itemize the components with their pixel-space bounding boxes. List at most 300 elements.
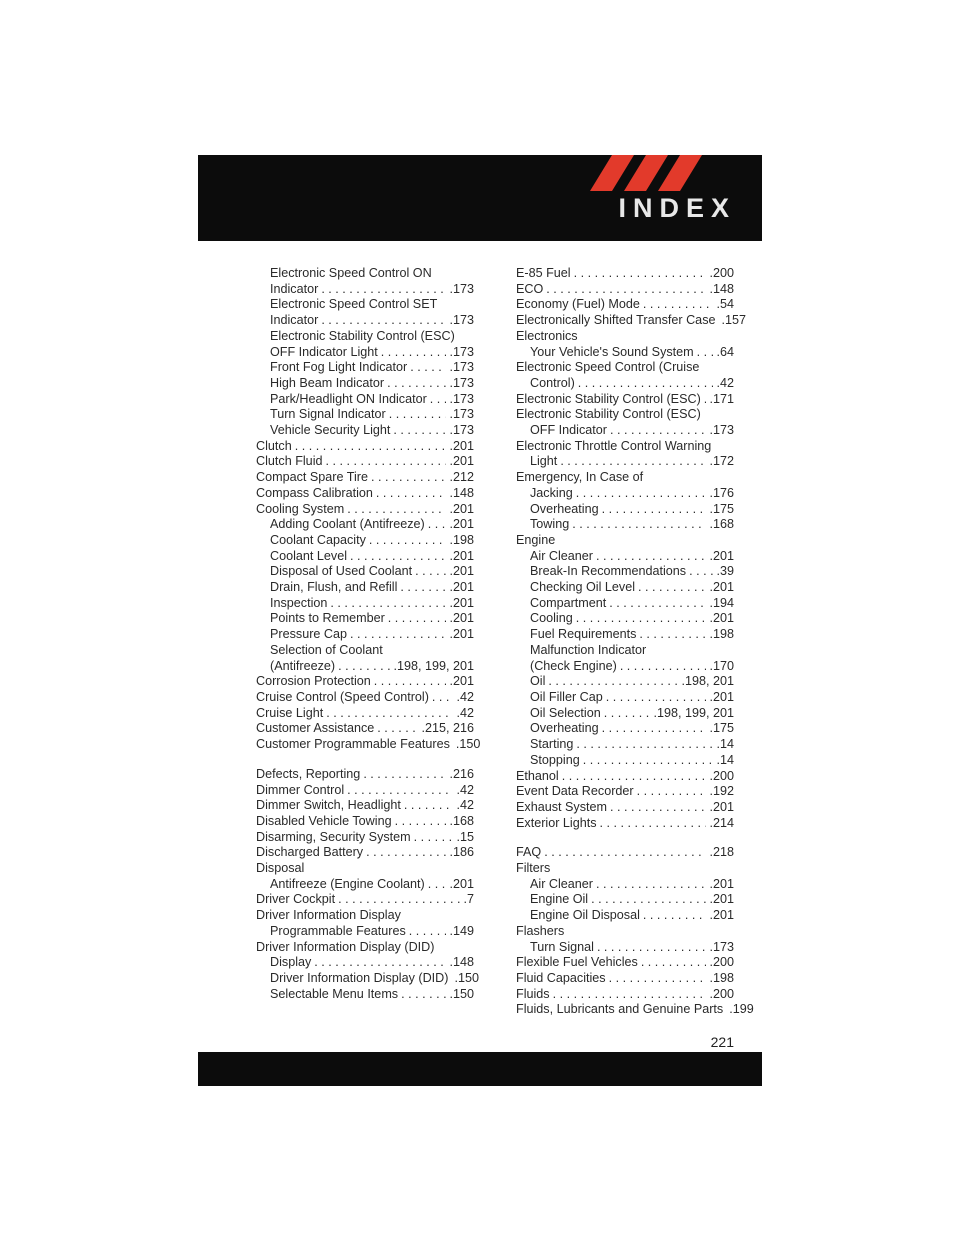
index-entry-text: Pressure Cap — [270, 627, 347, 642]
leader-dots — [410, 360, 446, 376]
footer-bar — [198, 1052, 762, 1086]
index-page-ref: .39 — [716, 564, 734, 579]
index-page-ref: .42 — [716, 375, 734, 390]
leader-dots — [578, 376, 714, 392]
index-entry-text: Disarming, Security System — [256, 829, 411, 844]
index-entry — [516, 282, 734, 298]
index-entry-text: Jacking — [530, 485, 573, 500]
index-page-ref: .201 — [709, 580, 734, 595]
index-subentry — [530, 376, 734, 392]
index-column-right — [516, 266, 754, 1018]
index-page-ref: .148 — [449, 485, 474, 500]
leader-dots — [381, 345, 447, 361]
index-page-ref: .201 — [709, 799, 734, 814]
index-entry-text: Electronic Stability Control (ESC) — [516, 407, 701, 422]
leader-dots — [376, 486, 447, 502]
index-entry — [256, 814, 474, 830]
index-entry-text: Overheating — [530, 721, 599, 736]
index-entry-text: Front Fog Light Indicator — [270, 360, 408, 375]
leader-dots — [347, 783, 453, 799]
leader-dots — [338, 659, 390, 675]
index-subentry — [270, 955, 474, 971]
index-subentry — [530, 877, 734, 893]
index-entry-text: Electronic Speed Control (Cruise — [516, 360, 700, 375]
index-subentry — [530, 659, 734, 675]
index-entry — [516, 971, 734, 987]
index-entry — [516, 1002, 754, 1018]
index-page-ref: .150 — [455, 737, 481, 752]
leader-dots — [395, 814, 447, 830]
index-page-ref: .14 — [716, 752, 734, 767]
index-page-ref: .192 — [709, 784, 734, 799]
index-subentry — [270, 549, 474, 565]
index-page-ref: .150 — [449, 986, 474, 1001]
index-entry-text: Coolant Level — [270, 548, 348, 563]
index-entry-text: Customer Programmable Features — [256, 737, 450, 752]
index-page-ref: .173 — [449, 391, 474, 406]
index-entry-text: Park/Headlight ON Indicator — [270, 391, 427, 406]
index-entry-text: Cooling System — [256, 501, 345, 516]
index-entry-text: Towing — [530, 517, 570, 532]
leader-dots — [387, 376, 446, 392]
index-page-ref: .171 — [709, 391, 734, 406]
leader-dots — [314, 955, 446, 971]
index-page-ref: .168 — [709, 517, 734, 532]
index-page-ref: .201 — [449, 580, 474, 595]
leader-dots — [414, 830, 454, 846]
index-page-ref: .200 — [709, 955, 734, 970]
index-subentry — [530, 423, 734, 439]
index-page-ref: .201 — [709, 689, 734, 704]
section-gap — [516, 831, 734, 845]
index-page-ref: .201 — [709, 876, 734, 891]
leader-dots — [610, 800, 706, 816]
leader-dots — [689, 564, 713, 580]
index-entry — [516, 313, 747, 329]
index-page-ref: .201 — [709, 548, 734, 563]
leader-dots — [697, 345, 714, 361]
index-entry — [516, 861, 734, 877]
leader-dots — [409, 924, 447, 940]
index-page-ref: .201 — [449, 876, 474, 891]
index-entry-text: Air Cleaner — [530, 548, 593, 563]
index-entry — [516, 439, 734, 455]
leader-dots — [321, 282, 446, 298]
index-entry — [256, 486, 474, 502]
index-page-ref: .15 — [456, 829, 474, 844]
index-entry-text: Clutch — [256, 438, 292, 453]
index-subentry — [270, 360, 474, 376]
index-entry — [256, 798, 474, 814]
index-entry-text: Oil Selection — [530, 705, 601, 720]
index-subentry — [270, 266, 474, 282]
leader-dots — [404, 798, 454, 814]
index-entry-text: Programmable Features — [270, 923, 406, 938]
index-entry — [256, 721, 474, 737]
index-entry-text: Engine — [516, 532, 556, 547]
index-entry — [516, 955, 734, 971]
index-entry-text: Disposal — [256, 861, 305, 876]
index-page-ref: .200 — [709, 768, 734, 783]
index-entry — [516, 470, 734, 486]
index-subentry — [530, 611, 734, 627]
leader-dots — [620, 659, 707, 675]
leader-dots — [371, 470, 446, 486]
index-page-ref: .216 — [449, 766, 474, 781]
index-entry — [516, 360, 734, 376]
index-entry-text: Cooling — [530, 611, 573, 626]
leader-dots — [374, 674, 447, 690]
index-page-ref: .200 — [709, 986, 734, 1001]
index-entry-text: Your Vehicle's Sound System — [530, 344, 694, 359]
index-entry-text: Indicator — [270, 313, 319, 328]
leader-dots — [546, 282, 706, 298]
index-entry-text: Emergency, In Case of — [516, 470, 644, 485]
leader-dots — [602, 721, 707, 737]
index-subentry — [270, 297, 474, 313]
index-entry-text: Control) — [530, 375, 575, 390]
index-page-ref: .168 — [449, 813, 474, 828]
index-subentry — [530, 502, 734, 518]
index-entry-text: Drain, Flush, and Refill — [270, 580, 398, 595]
leader-dots — [609, 596, 706, 612]
index-entry-text: Fluids — [516, 986, 550, 1001]
index-entry-text: Coolant Capacity — [270, 532, 366, 547]
index-entry — [256, 439, 474, 455]
leader-dots — [393, 423, 446, 439]
index-entry-text: Filters — [516, 861, 551, 876]
index-entry-text: Air Cleaner — [530, 876, 593, 891]
index-subentry — [270, 329, 474, 345]
index-page-ref: .173 — [449, 313, 474, 328]
leader-dots — [326, 454, 447, 470]
index-entry-text: Engine Oil — [530, 892, 589, 907]
leader-dots — [576, 737, 713, 753]
index-page-ref: .172 — [709, 454, 734, 469]
index-entry-text: (Antifreeze) — [270, 658, 336, 673]
index-entry — [256, 940, 474, 956]
index-page-ref: .173 — [449, 407, 474, 422]
index-entry-text: Oil — [530, 674, 546, 689]
index-entry — [256, 783, 474, 799]
index-subentry — [530, 940, 734, 956]
index-entry-text: Cruise Control (Speed Control) — [256, 689, 429, 704]
index-page-ref: .54 — [716, 297, 734, 312]
leader-dots — [401, 987, 446, 1003]
index-page-ref: .198, 201 — [681, 674, 734, 689]
leader-dots — [544, 845, 706, 861]
index-entry-text: Exhaust System — [516, 799, 607, 814]
index-entry-text: Fuel Requirements — [530, 627, 637, 642]
index-entry-text: FAQ — [516, 845, 542, 860]
index-entry-text: Electronically Shifted Transfer Case — [516, 313, 716, 328]
index-entry-text: Economy (Fuel) Mode — [516, 297, 640, 312]
index-page-ref: .42 — [456, 705, 474, 720]
leader-dots — [389, 407, 447, 423]
index-page-ref: .157 — [721, 313, 747, 328]
index-page-ref: .201 — [449, 611, 474, 626]
index-subentry — [530, 517, 734, 533]
leader-dots — [548, 674, 678, 690]
index-entry — [256, 892, 474, 908]
index-entry — [256, 470, 474, 486]
index-entry-text: Points to Remember — [270, 611, 385, 626]
leader-dots — [428, 517, 447, 533]
index-entry — [516, 816, 734, 832]
leader-dots — [347, 502, 446, 518]
leader-dots — [415, 564, 446, 580]
leader-dots — [643, 297, 714, 313]
index-entry-text: Overheating — [530, 501, 599, 516]
index-entry — [516, 329, 734, 345]
index-page-ref: .42 — [456, 782, 474, 797]
index-page-ref: .201 — [449, 454, 474, 469]
index-entry-text: Compass Calibration — [256, 485, 373, 500]
index-page-ref: .186 — [449, 845, 474, 860]
index-page-ref: .148 — [449, 955, 474, 970]
index-page-ref: .150 — [454, 970, 479, 985]
index-entry-text: Defects, Reporting — [256, 766, 361, 781]
index-entry-text: Turn Signal Indicator — [270, 407, 386, 422]
index-entry-text: Flexible Fuel Vehicles — [516, 955, 638, 970]
index-page-ref: .201 — [449, 674, 474, 689]
index-page-ref: .198, 199, 201 — [653, 705, 734, 720]
index-page-ref: .201 — [709, 908, 734, 923]
index-page-ref: .173 — [709, 939, 734, 954]
index-entry-text: Oil Filler Cap — [530, 689, 603, 704]
index-entry-text: Flashers — [516, 923, 565, 938]
index-page-ref: .149 — [449, 923, 474, 938]
index-entry-text: Starting — [530, 737, 574, 752]
index-entry-text: Dimmer Control — [256, 782, 345, 797]
index-entry — [516, 784, 734, 800]
index-subentry — [530, 549, 734, 565]
index-subentry — [270, 877, 474, 893]
index-entry-text: Ethanol — [516, 768, 559, 783]
leader-dots — [560, 454, 706, 470]
index-entry-text: Electronic Stability Control (ESC) — [516, 391, 701, 406]
index-entry — [256, 767, 474, 783]
index-page-ref: .200 — [709, 266, 734, 280]
index-entry-text: Inspection — [270, 595, 328, 610]
index-entry — [256, 830, 474, 846]
index-subentry — [530, 737, 734, 753]
leader-dots — [428, 877, 447, 893]
index-subentry — [530, 627, 734, 643]
index-entry — [516, 845, 734, 861]
leader-dots — [562, 769, 707, 785]
index-entry — [256, 690, 474, 706]
index-page-ref: .148 — [709, 281, 734, 296]
index-subentry — [270, 596, 474, 612]
index-entry-text: Discharged Battery — [256, 845, 364, 860]
section-gap — [256, 753, 474, 767]
index-page-ref: .201 — [449, 501, 474, 516]
index-entry — [516, 987, 734, 1003]
index-entry — [256, 845, 474, 861]
index-entry-text: Engine Oil Disposal — [530, 908, 640, 923]
index-entry — [256, 861, 474, 877]
index-subentry — [270, 376, 474, 392]
index-entry-text: Checking Oil Level — [530, 580, 635, 595]
index-subentry — [270, 533, 474, 549]
index-subentry — [270, 611, 474, 627]
leader-dots — [576, 611, 707, 627]
index-page-ref: .42 — [456, 798, 474, 813]
index-page-ref: .173 — [449, 423, 474, 438]
leader-dots — [574, 266, 707, 282]
page-title: INDEX — [618, 193, 736, 223]
index-column-left — [256, 266, 481, 1002]
index-subentry — [270, 627, 474, 643]
index-page-ref: .215, 216 — [421, 721, 474, 736]
index-entry — [516, 297, 734, 313]
leader-dots — [330, 596, 446, 612]
index-entry-text: Dimmer Switch, Headlight — [256, 798, 401, 813]
index-entry-text: Stopping — [530, 752, 580, 767]
index-page-ref: .173 — [449, 344, 474, 359]
index-entry-text: High Beam Indicator — [270, 375, 385, 390]
index-entry-text: Compartment — [530, 595, 607, 610]
leader-dots — [377, 721, 418, 737]
index-entry-text: Selectable Menu Items — [270, 986, 399, 1001]
index-subentry — [270, 313, 474, 329]
index-entry-text: Driver Information Display — [256, 908, 401, 923]
index-subentry — [270, 659, 474, 675]
index-entry-text: Light — [530, 454, 558, 469]
index-entry-text: Driver Cockpit — [256, 892, 336, 907]
leader-dots — [596, 877, 706, 893]
leader-dots — [591, 892, 706, 908]
index-entry-text: Disposal of Used Coolant — [270, 564, 413, 579]
index-page-ref: .173 — [449, 281, 474, 296]
index-entry-text: OFF Indicator — [530, 423, 607, 438]
leader-dots — [610, 423, 707, 439]
index-subentry — [530, 643, 734, 659]
index-entry-text: Compact Spare Tire — [256, 470, 368, 485]
index-page-ref: .176 — [709, 485, 734, 500]
index-page-ref: .199 — [729, 1002, 754, 1017]
leader-dots — [606, 690, 707, 706]
leader-dots — [609, 971, 707, 987]
index-entry-text: Cruise Light — [256, 705, 324, 720]
leader-dots — [638, 580, 706, 596]
index-page-ref: .201 — [449, 595, 474, 610]
index-page-ref: .214 — [709, 815, 734, 830]
index-subentry — [530, 892, 734, 908]
racing-stripes-icon — [590, 155, 710, 191]
index-entry-text: Fluid Capacities — [516, 970, 606, 985]
index-page-ref: .194 — [709, 595, 734, 610]
index-entry-text: Event Data Recorder — [516, 784, 634, 799]
index-entry — [256, 706, 474, 722]
leader-dots — [338, 892, 460, 908]
leader-dots — [604, 706, 651, 722]
index-entry — [516, 392, 734, 408]
index-entry-text: Electronic Speed Control SET — [270, 297, 438, 312]
index-entry — [516, 769, 734, 785]
leader-dots — [704, 392, 707, 408]
index-entry-text: Vehicle Security Light — [270, 423, 391, 438]
index-entry — [256, 502, 474, 518]
index-entry-text: Antifreeze (Engine Coolant) — [270, 876, 425, 891]
leader-dots — [637, 784, 707, 800]
index-subentry — [530, 690, 734, 706]
index-entry-text: Indicator — [270, 281, 319, 296]
index-page-ref: .175 — [709, 501, 734, 516]
leader-dots — [639, 627, 706, 643]
index-subentry — [530, 753, 734, 769]
leader-dots — [602, 502, 707, 518]
index-page-ref: .212 — [449, 470, 474, 485]
index-subentry — [530, 596, 734, 612]
index-page-ref: .201 — [449, 548, 474, 563]
index-page-ref: .201 — [709, 611, 734, 626]
index-subentry — [270, 392, 474, 408]
leader-dots — [553, 987, 707, 1003]
leader-dots — [596, 549, 706, 565]
leader-dots — [572, 517, 706, 533]
leader-dots — [641, 955, 707, 971]
index-subentry — [270, 924, 474, 940]
index-entry-text: ECO — [516, 281, 544, 296]
index-entry — [256, 908, 474, 924]
index-entry-text: Adding Coolant (Antifreeze) — [270, 517, 425, 532]
leader-dots — [366, 845, 446, 861]
page-number: 221 — [710, 1034, 734, 1050]
index-subentry — [270, 970, 479, 987]
index-entry-text: Display — [270, 955, 312, 970]
index-entry-text: Exterior Lights — [516, 815, 597, 830]
index-subentry — [270, 282, 474, 298]
index-entry-text: Customer Assistance — [256, 721, 375, 736]
index-entry-text: Turn Signal — [530, 939, 594, 954]
index-page-ref: .198, 199, 201 — [393, 658, 474, 673]
leader-dots — [400, 580, 446, 596]
index-page-ref: .201 — [449, 627, 474, 642]
index-header-bar — [198, 155, 762, 241]
index-subentry — [530, 674, 734, 690]
index-entry-text: Fluids, Lubricants and Genuine Parts — [516, 1002, 724, 1017]
index-subentry — [270, 517, 474, 533]
index-entry-text: Driver Information Display (DID) — [256, 939, 435, 954]
index-subentry — [270, 643, 474, 659]
index-page-ref: .173 — [709, 423, 734, 438]
index-entry-text: Corrosion Protection — [256, 674, 371, 689]
index-page-ref: .7 — [463, 892, 474, 907]
leader-dots — [583, 753, 714, 769]
index-entry-text: Electronic Speed Control ON — [270, 266, 432, 280]
leader-dots — [363, 767, 446, 783]
index-subentry — [530, 345, 734, 361]
index-page-ref: .201 — [449, 517, 474, 532]
index-entry — [256, 737, 481, 753]
leader-dots — [350, 627, 446, 643]
index-entry — [516, 924, 734, 940]
index-page-ref: .198 — [449, 532, 474, 547]
index-subentry — [530, 486, 734, 502]
leader-dots — [600, 816, 707, 832]
index-subentry — [530, 721, 734, 737]
index-entry-text: Driver Information Display (DID) — [270, 970, 449, 985]
index-page-ref: .173 — [449, 360, 474, 375]
index-subentry — [530, 454, 734, 470]
leader-dots — [430, 392, 447, 408]
index-page-ref: .173 — [449, 375, 474, 390]
index-subentry — [270, 407, 474, 423]
index-page-ref: .175 — [709, 721, 734, 736]
index-subentry — [530, 706, 734, 722]
